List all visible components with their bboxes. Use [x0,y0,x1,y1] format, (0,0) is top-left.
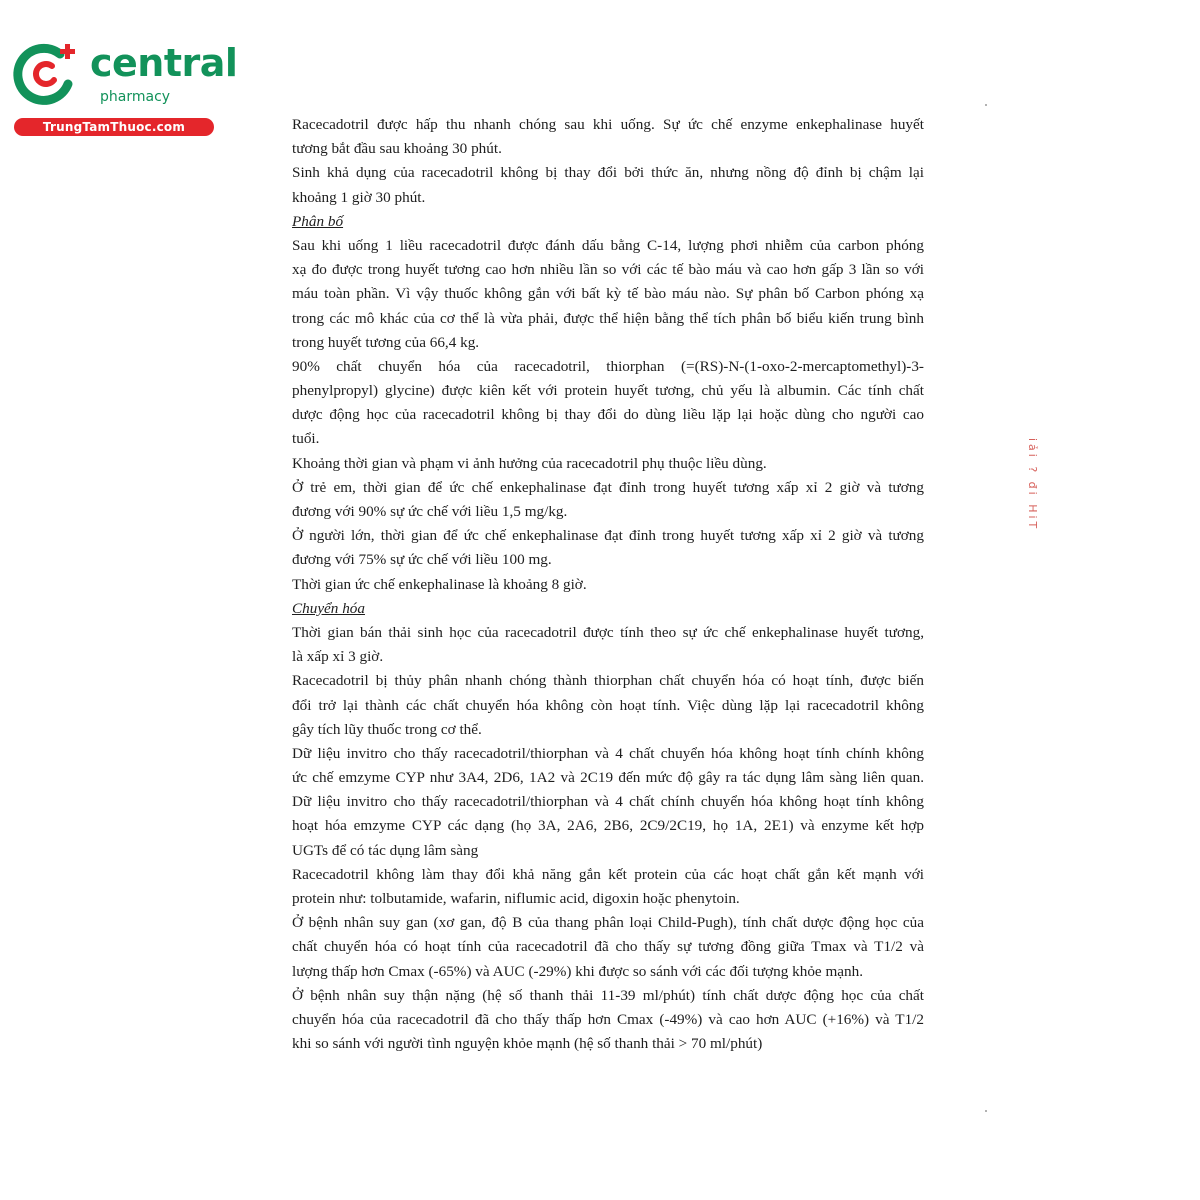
document-line: chất chuyển hóa có hoạt tính của racecadotril đã cho thấy sự tương đồng giữa Tmax và T1/2 và [292,938,924,956]
document-line: khi so sánh với người tình nguyện khỏe mạnh (hệ số thanh thải > 70 ml/phút) [292,1035,763,1053]
document-line: Ở trẻ em, thời gian để ức chế enkephalinase đạt đỉnh trong huyết tương xấp xỉ 2 giờ và tương [292,478,924,496]
document-line: đương với 75% sự ức chế với liều 100 mg. [292,551,552,569]
section-heading [292,597,924,621]
document-line: đổi trở lại thành các chất chuyển hóa không còn hoạt tính. Việc dùng lặp lại racecadotril không [292,696,924,714]
document-line: tuổi. [292,430,320,448]
document-line: khoảng 1 giờ 30 phút. [292,188,426,206]
document-line: dược động học của racecadotril không bị thay đổi do dùng liều lặp lại hoặc dùng cho người cao [292,406,924,424]
scan-speck [985,104,987,106]
document-line: trong huyết tương của 66,4 kg. [292,333,480,351]
document-line: Khoảng thời gian và phạm vi ảnh hưởng của racecadotril phụ thuộc liều dùng. [292,454,767,472]
pharmacy-logo-icon [10,36,82,108]
document-line: Dữ liệu invitro cho thấy racecadotril/thiorphan và 4 chất chính chuyển hóa không hoạt tính không [292,793,924,811]
document-line: tương bắt đầu sau khoảng 30 phút. [292,140,502,158]
document-line: đương với 90% sự ức chế với liều 1,5 mg/kg. [292,503,568,520]
document-line: Ở người lớn, thời gian để ức chế enkephalinase đạt đỉnh trong huyết tương xấp xỉ 2 giờ và tương [292,527,924,545]
section-heading-text: Chuyển hóa [292,599,365,617]
red-margin-stamp: iải ? đi HiT [1026,438,1039,532]
document-line: Sau khi uống 1 liều racecadotril được đánh dấu bằng C-14, lượng phơi nhiễm của carbon phóng [292,236,924,254]
document-line: gây tích lũy thuốc trong cơ thể. [292,720,482,738]
section-heading-text: Phân bố [292,212,344,230]
document-line: là xấp xỉ 3 giờ. [292,648,384,666]
document-line: Ở bệnh nhân suy gan (xơ gan, độ B của thang phân loại Child-Pugh), tính chất dược động học của [292,914,924,932]
document-line: Racecadotril không làm thay đổi khả năng gắn kết protein của các hoạt chất gắn kết mạnh với [292,865,924,883]
document-line: máu toàn phần. Vì vậy thuốc không gắn với bất kỳ tế bào máu nào. Sự phân bố Carbon phóng xạ [292,285,924,303]
scan-speck [985,1110,987,1112]
document-line: Thời gian bán thải sinh học của racecadotril được tính theo sự ức chế enkephalinase huyết tương, [292,623,924,641]
document-line: Sinh khả dụng của racecadotril không bị thay đổi bởi thức ăn, nhưng nồng độ đỉnh bị chậm lại [292,164,924,182]
central-pharmacy-logo[interactable] [10,36,238,136]
document-line: Dữ liệu invitro cho thấy racecadotril/thiorphan và 4 chất chuyển hóa không hoạt tính chính không [292,744,924,762]
document-line: lượng thấp hơn Cmax (-65%) và AUC (-29%) khi được so sánh với các đối tượng khỏe mạnh. [292,962,863,980]
document-line: UGTs để có tác dụng lâm sàng [292,841,479,859]
document-line: trong các mô khác của cơ thể là vừa phải, được thể hiện bằng thể tích phân bố biểu kiến trung bình [292,309,924,327]
document-line: Ở bệnh nhân suy thận nặng (hệ số thanh thải 11-39 ml/phút) tính chất dược động học của chất [292,986,924,1004]
document-line: protein như: tolbutamide, wafarin, niflumic acid, digoxin hoặc phenytoin. [292,890,740,907]
document-line: chuyển hóa của racecadotril đã cho thấy thấp hơn Cmax (-49%) và cao hơn AUC (+16%) và T1/2 [292,1010,924,1028]
document-line: Racecadotril được hấp thu nhanh chóng sau khi uống. Sự ức chế enzyme enkephalinase huyết [292,116,924,133]
logo-subtitle: pharmacy [100,89,171,105]
document-body [292,113,924,1056]
logo-url-badge: TrungTamThuoc.com [14,118,214,136]
document-line: 90% chất chuyển hóa của racecadotril, thiorphan (=(RS)-N-(1-oxo-2-mercaptomethyl)-3- [292,357,924,375]
document-line: ức chế emzyme CYP như 3A4, 2D6, 1A2 và 2C19 đến mức độ gây ra tác dụng lâm sàng liên quan. [292,769,924,787]
document-line: Thời gian ức chế enkephalinase là khoảng 8 giờ. [292,575,587,593]
logo-name: central [90,41,238,85]
section-heading [292,210,924,234]
document-line: phenylpropyl) glycine) được kiên kết với protein huyết tương, chủ yếu là albumin. Các tính chất [292,382,924,400]
document-line: xạ đo được trong huyết tương cao hơn nhiều lần so với các tế bào máu và cao hơn gấp 3 lần so với [292,261,924,279]
document-line: hoạt hóa emzyme CYP các dạng (họ 3A, 2A6, 2B6, 2C9/2C19, họ 1A, 2E1) và enzyme kết hợp [292,817,924,835]
document-line: Racecadotril bị thủy phân nhanh chóng thành thiorphan chất chuyển hóa có hoạt tính, được biến [292,672,924,690]
